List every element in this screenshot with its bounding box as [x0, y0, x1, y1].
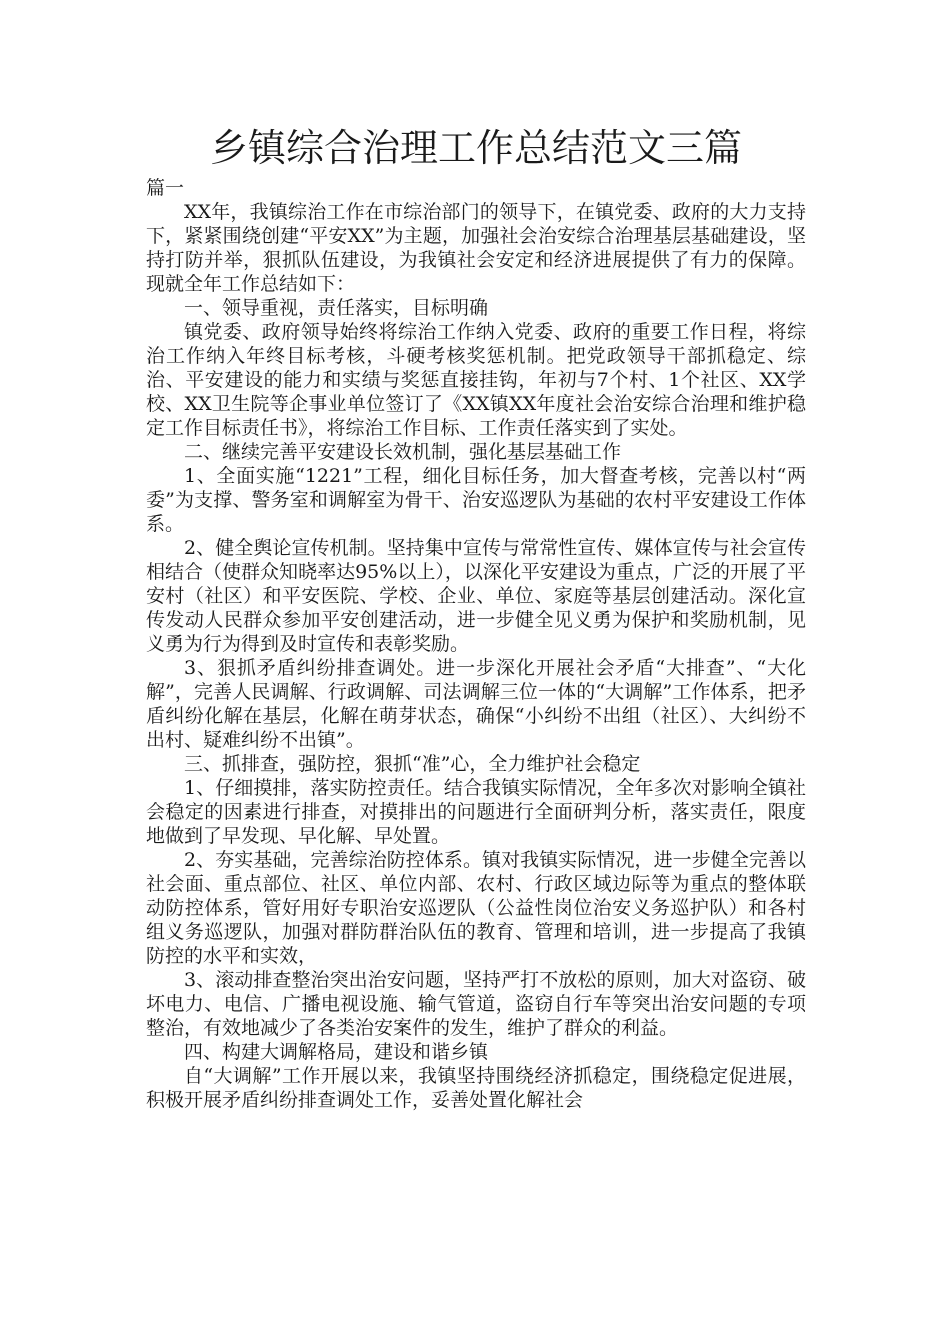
paragraph: 镇党委、政府领导始终将综治工作纳入党委、政府的重要工作日程，将综治工作纳入年终目标考核，斗硬考核奖惩机制。把党政领导干部抓稳定、综治、平安建设的能力和实绩与奖惩直接挂钩，年初与7个村、1个社区、XX学校、XX卫生院等企事业单位签订了《XX镇XX年度社会治安综合治理和维护稳定工作目标责任书》，将综治工作目标、工作责任落实到了实处。 [146, 321, 806, 439]
paragraph: 1、全面实施“1221”工程，细化目标任务，加大督查考核，完善以村“两委”为支撑、警务室和调解室为骨干、治安巡逻队为基础的农村平安建设工作体系。 [146, 465, 806, 535]
heading-section-4: 四、构建大调解格局，建设和谐乡镇 [184, 1041, 489, 1063]
paragraph: 3、狠抓矛盾纠纷排查调处。进一步深化开展社会矛盾“大排查”、“大化解”，完善人民调解、行政调解、司法调解三位一体的“大调解”工作体系，把矛盾纠纷化解在基层，化解在萌芽状态，确保“小纠纷不出组（社区）、大纠纷不出村、疑难纠纷不出镇”。 [146, 657, 806, 751]
paragraph: 自“大调解”工作开展以来，我镇坚持围绕经济抓稳定，围绕稳定促进展，积极开展矛盾纠纷排查调处工作，妥善处置化解社会 [146, 1065, 806, 1111]
paragraph-intro: XX年，我镇综治工作在市综治部门的领导下，在镇党委、政府的大力支持下，紧紧围绕创建“平安XX”为主题，加强社会治安综合治理基层基础建设，坚持打防并举，狠抓队伍建设，为我镇社会安定和经济进展提供了有力的保障。现就全年工作总结如下： [146, 201, 806, 295]
paragraph: 3、滚动排查整治突出治安问题，坚持严打不放松的原则，加大对盗窃、破坏电力、电信、广播电视设施、输气管道，盗窃自行车等突出治安问题的专项整治，有效地减少了各类治安案件的发生，维护了群众的利益。 [146, 969, 806, 1039]
heading-section-1: 一、领导重视，责任落实，目标明确 [184, 297, 489, 319]
paragraph: 2、夯实基础，完善综治防控体系。镇对我镇实际情况，进一步健全完善以社会面、重点部位、社区、单位内部、农村、行政区域边际等为重点的整体联动防控体系，管好用好专职治安巡逻队（公益性岗位治安义务巡护队）和各村组义务巡逻队，加强对群防群治队伍的教育、管理和培训，进一步提高了我镇防控的水平和实效， [146, 849, 806, 967]
paragraph: 1、仔细摸排，落实防控责任。结合我镇实际情况，全年多次对影响全镇社会稳定的因素进行排查，对摸排出的问题进行全面研判分析，落实责任，限度地做到了早发现、早化解、早处置。 [146, 777, 806, 847]
paragraph: 2、健全舆论宣传机制。坚持集中宣传与常常性宣传、媒体宣传与社会宣传相结合（使群众知晓率达95%以上），以深化平安建设为重点，广泛的开展了平安村（社区）和平安医院、学校、企业、单位、家庭等基层创建活动。深化宣传发动人民群众参加平安创建活动，进一步健全见义勇为保护和奖励机制，见义勇为行为得到及时宣传和表彰奖励。 [146, 537, 806, 655]
section-label: 篇一 [146, 177, 185, 199]
document-page [146, 120, 806, 1112]
document-title: 乡镇综合治理工作总结范文三篇 [209, 126, 742, 170]
heading-section-2: 二、继续完善平安建设长效机制，强化基层基础工作 [184, 441, 622, 463]
heading-section-3: 三、抓排查，强防控，狠抓“准”心，全力维护社会稳定 [184, 753, 641, 775]
